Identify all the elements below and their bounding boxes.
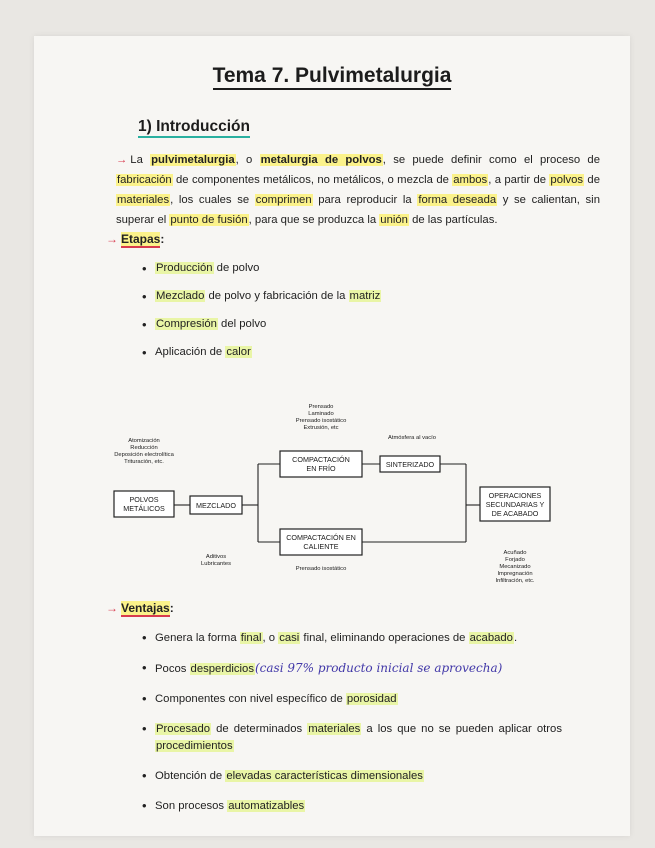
intro-paragraph (116, 150, 600, 230)
text-run: Son procesos (155, 800, 228, 812)
highlight: fabricación (117, 174, 172, 186)
highlight: matriz (349, 290, 381, 302)
list-item (142, 262, 381, 290)
note-operaciones: Forjado (505, 557, 525, 563)
note-caliente: Prensado isostático (295, 566, 347, 572)
title-text: Tema 7. Pulvimetalurgia (213, 64, 452, 90)
text-run: Componentes con nivel específico de (155, 693, 346, 705)
caliente-label: COMPACTACIÓN EN (286, 533, 356, 542)
note-polvos: Reducción (130, 445, 158, 451)
text-run: para reproducir la (312, 194, 418, 206)
section-heading-text: 1) Introducción (138, 118, 250, 138)
text-run: a los que no se pueden aplicar otros (361, 723, 562, 735)
frio-label: COMPACTACIÓN (292, 455, 350, 464)
highlight: ambos (453, 174, 488, 186)
highlight: elevadas características dimensionales (226, 770, 423, 782)
ventajas-label: Ventajas (121, 601, 170, 615)
note-frio: Prensado isostático (295, 418, 347, 424)
text-run: de componentes metálicos, no metálicos, o mezcla de (172, 174, 453, 186)
polvos-label: POLVOS (129, 495, 159, 504)
highlight: desperdicios (190, 663, 254, 675)
highlight: punto de fusión (170, 214, 248, 226)
ventajas-heading (106, 601, 174, 615)
operaciones-label: OPERACIONES (488, 491, 542, 500)
highlight: forma deseada (418, 194, 497, 206)
text-run: La (130, 154, 151, 166)
list-item (142, 290, 381, 318)
text-run: , para que se produzca la (248, 214, 380, 226)
note-frio: Prensado (308, 404, 334, 410)
highlight: materiales (308, 723, 361, 735)
list-item (142, 768, 562, 785)
text-run: de polvo (213, 262, 260, 274)
text-run: , los cuales se (170, 194, 255, 206)
note-polvos: Trituración, etc. (124, 459, 164, 465)
highlight: casi (279, 632, 300, 644)
note-polvos: Atomización (128, 438, 160, 444)
text-run: Pocos (155, 663, 190, 675)
list-item (142, 318, 381, 346)
text-run: de polvo y fabricación de la (205, 290, 349, 302)
text-run: , o (235, 154, 260, 166)
colon: : (169, 601, 174, 615)
note-frio: Extrusión, etc (303, 425, 339, 431)
note-operaciones: Impregnación (497, 571, 533, 577)
text-run: Obtención de (155, 770, 226, 782)
text-run: , a partir de (488, 174, 550, 186)
highlight: Producción (156, 262, 213, 274)
highlight: comprimen (255, 194, 312, 206)
highlight: porosidad (346, 693, 397, 705)
etapas-heading (106, 232, 164, 246)
note-operaciones: Infiltración, etc. (495, 578, 535, 584)
etapas-label: Etapas (121, 232, 161, 246)
ventajas-list (142, 630, 562, 828)
list-item (142, 798, 562, 815)
arrow-icon: → (106, 232, 118, 246)
list-item (142, 346, 381, 374)
handwritten-note: (casi 97% producto inicial se aprovecha) (254, 661, 503, 675)
arrow-icon: → (106, 601, 118, 615)
frio-label: EN FRÍO (306, 464, 336, 473)
highlight: final (240, 632, 262, 644)
colon: : (160, 232, 165, 246)
highlight: procedimientos (156, 740, 233, 752)
note-mezclado: Aditivos (205, 554, 227, 560)
document-page (34, 36, 630, 836)
note-operaciones: Acuñado (503, 550, 527, 556)
section-heading (138, 118, 250, 136)
operaciones-label: SECUNDARIAS Y (485, 500, 545, 509)
note-operaciones: Mecanizado (499, 564, 531, 570)
text-run: . (513, 632, 518, 644)
list-item (142, 630, 562, 647)
highlight: calor (226, 346, 251, 358)
text-run: Aplicación de (155, 346, 226, 358)
text-run: de determinados (211, 723, 308, 735)
arrow-icon: → (116, 154, 128, 166)
list-item (142, 721, 562, 755)
note-sinterizado: Atmósfera al vacío (387, 435, 437, 441)
highlight: Compresión (156, 318, 217, 330)
text-run: , se puede definir como el proceso de (382, 154, 600, 166)
list-item (142, 660, 562, 678)
highlight: acabado (469, 632, 513, 644)
highlight: polvos (550, 174, 584, 186)
highlight: materiales (117, 194, 170, 206)
note-mezclado: Lubricantes (201, 561, 231, 567)
text-run: del polvo (217, 318, 267, 330)
etapas-list (142, 262, 381, 374)
highlight: unión (380, 214, 408, 226)
highlight: Mezclado (156, 290, 205, 302)
process-flow-diagram (94, 394, 554, 594)
text-run: de (584, 174, 600, 186)
text-run: , o (262, 632, 279, 644)
list-item (142, 691, 562, 708)
highlight: automatizables (228, 800, 305, 812)
mezclado-label: MEZCLADO (196, 501, 236, 510)
highlight: pulvimetalurgia (151, 154, 235, 166)
text-run: de las partículas. (408, 214, 498, 226)
caliente-label: CALIENTE (303, 542, 339, 551)
polvos-label: METÁLICOS (123, 504, 165, 513)
operaciones-label: DE ACABADO (491, 509, 539, 518)
highlight: Procesado (156, 723, 211, 735)
sinterizado-label: SINTERIZADO (385, 460, 435, 469)
note-polvos: Deposición electrolítica (114, 452, 174, 458)
text-run: y se calientan, sin superar el (116, 194, 600, 226)
note-frio: Laminado (308, 411, 334, 417)
text-run: Genera la forma (155, 632, 240, 644)
page-title (34, 64, 630, 88)
text-run: final, eliminando operaciones de (300, 632, 469, 644)
highlight: metalurgia de polvos (260, 154, 382, 166)
